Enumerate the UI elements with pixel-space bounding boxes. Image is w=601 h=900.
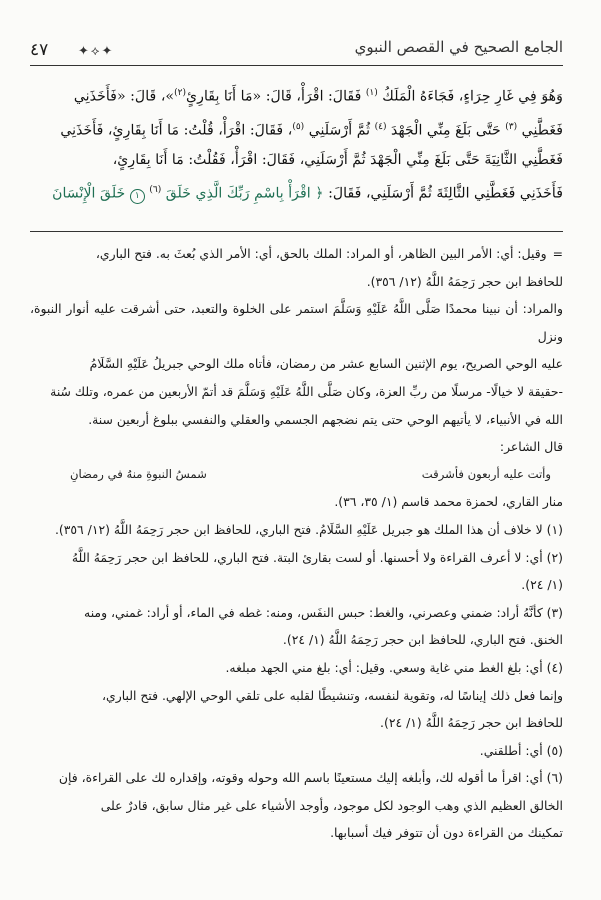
footnote-2: (٢) أي: لا أعرف القراءة ولا أحسنها. أو لست بقارئ البتة. فتح الباري، للحافظ ابن حجر رَحِمَهُ اللَّهُ	[71, 549, 563, 565]
main-line	[30, 145, 563, 175]
footnote-6-cont: تمكينك من القراءة دون أن تتوفر فيك أسبابها.	[330, 825, 563, 841]
footnote-6-cont: الخالق العظيم الذي وهب الوجود لكل موجود، وأوجد الأشياء على غير مثال سابق، قادرٌ على	[100, 797, 563, 813]
text-segment: ، فَقَالَ: اقْرَأْ، قُلْتُ: مَا أَنَا بِقَارِئٍ، فَأَخَذَنِي	[60, 122, 293, 139]
poem-source: منار القاري، لحمزة محمد قاسم (١/ ٣٥، ٣٦).	[334, 494, 563, 510]
text-segment: فَأَخَذَنِي فَغَطَّنِي الثَّالِثَةَ ثُمَّ أَرْسَلَنِي، فَقَالَ:	[328, 186, 563, 203]
footnote-6: (٦) أي: اقرأ ما أقوله لك، وأبلغه إليك مستعينًا باسم الله وحوله وقوته، وإقداره لك على القراءة، فإن	[58, 770, 563, 786]
quran-quote: خَلَقَ الْإِنْسَانَ	[52, 186, 126, 203]
footnote-5: (٥) أي: أطلقني.	[479, 742, 563, 758]
verse-hemistich-right: وأتت عليه أربعون فأشرقت	[421, 466, 551, 481]
footnote-ref: (٣)	[505, 121, 518, 132]
footnote-separator	[30, 231, 563, 232]
footnote-3: (٣) كأنَّهُ أراد: ضمني وعصرني، والغط: حبس النفَس، ومنه: غطه في الماء، أو أراد: غمني، ومنه	[84, 604, 563, 620]
footnote-2-cont: (١/ ٢٤).	[521, 577, 563, 593]
footnote-line: والمراد: أن نبينا محمدًا صَلَّى اللَّهُ عَلَيْهِ وَسَلَّمَ استمر على الخلوة والتعبد، حتى أشرقت عليه أنوار النبوة، ونزل	[30, 301, 563, 344]
verse-hemistich-left: شمسُ النبوةِ منهُ في رمضانِ	[70, 466, 207, 481]
text-segment: فَغَطَّنِي	[521, 122, 563, 139]
poet-intro: قال الشاعر:	[499, 439, 563, 455]
quran-quote: ﴿ اقْرَأْ بِاسْمِ رَبِّكَ الَّذِي خَلَقَ	[165, 186, 324, 203]
footnote-line: =وقيل: أي: الأمر البين الظاهر، أو المراد: الملك بالحق، أي: الأمر الذي بُعثَ به. فتح الباري،	[95, 246, 563, 261]
footnote-1: (١) لا خلاف أن هذا الملك هو جبريل عَلَيْهِ السَّلَامُ. فتح الباري، للحافظ ابن حجر رَحِمَهُ اللَّهُ (١٢/ ٣٥٦).	[54, 521, 563, 537]
main-text	[30, 78, 563, 209]
footnote-4: (٤) أي: بلغ الغط مني غاية وسعي. وقيل: أي: بلغ مني الجهد مبلغه.	[225, 659, 563, 675]
page-number: ٤٧	[30, 40, 49, 60]
header-rule	[30, 65, 563, 66]
main-line	[30, 78, 563, 112]
text-segment: فَغَطَّنِي الثَّانِيَةَ حَتَّى بَلَغَ مِنِّي الْجَهْدَ ثُمَّ أَرْسَلَنِي، فَقَالَ: اقْرَأْ، فَقُلْتُ: مَا أَنَا بِقَارِئٍ،	[112, 152, 563, 169]
footnotes	[30, 240, 563, 847]
footnote-3-cont: الخنق. فتح الباري، للحافظ ابن حجر رَحِمَهُ اللَّهُ (١/ ٢٤).	[282, 632, 563, 648]
footnote-line: عليه الوحي الصريح، يوم الإثنين السابع عشر من رمضان، فأتاه ملك الوحي جبريلُ عَلَيْهِ السَّلَامُ	[89, 356, 563, 372]
footnote-line: للحافظ ابن حجر رَحِمَهُ اللَّهُ (١٢/ ٣٥٦).	[366, 273, 563, 289]
text-segment: وَهُوَ فِي غَارِ حِرَاءٍ، فَجَاءَهُ الْمَلَكُ	[382, 88, 563, 105]
footnote-ref: (٥)	[292, 121, 305, 132]
footnote-ref: (٦)	[149, 185, 162, 196]
footnote-ref: (١)	[365, 88, 378, 98]
footnote-line: الله في الأنبياء، لا يأتيهم الوحي حتى يتم نضجهم الجسمي والعقلي والنفسي ببلوغ أربعين سنة.	[88, 411, 563, 427]
footnote-line: -حقيقة لا خيالًا- مرسلًا من ربِّ العزة، وكان صَلَّى اللَّهُ عَلَيْهِ وَسَلَّمَ قد أتمّ الأربعين من عمره، وتلك سُنة	[50, 383, 563, 399]
text-segment: فَقَالَ: اقْرَأْ، قَالَ: «مَا أَنَا بِقَارِئٍ	[185, 88, 362, 105]
text-segment: »، قَالَ: «فَأَخَذَنِي	[73, 88, 175, 105]
page-header	[30, 38, 563, 66]
footnote-4-cont: وإنما فعل ذلك إيناسًا له، وتقوية لنفسه، وتنشيطًا لقلبه على تلقي الوحي الإلهي. فتح الباري،	[102, 687, 563, 703]
header-ornament-icon: ✦⟡✦	[78, 44, 115, 59]
footnote-ref: (٤)	[374, 121, 387, 132]
footnote-4-cont: للحافظ ابن حجر رَحِمَهُ اللَّهُ (١/ ٢٤).	[380, 715, 563, 731]
footnote-ref: (٢)	[174, 88, 186, 98]
text-segment: حَتَّى بَلَغَ مِنِّي الْجَهْدَ	[391, 122, 501, 139]
main-line	[30, 175, 563, 209]
text-segment: ثُمَّ أَرْسَلَنِي	[308, 122, 371, 139]
main-line	[30, 112, 563, 146]
book-title: الجامع الصحيح في القصص النبوي	[354, 38, 563, 56]
poem-verse	[30, 461, 563, 489]
verse-number-icon: ١	[130, 189, 145, 204]
